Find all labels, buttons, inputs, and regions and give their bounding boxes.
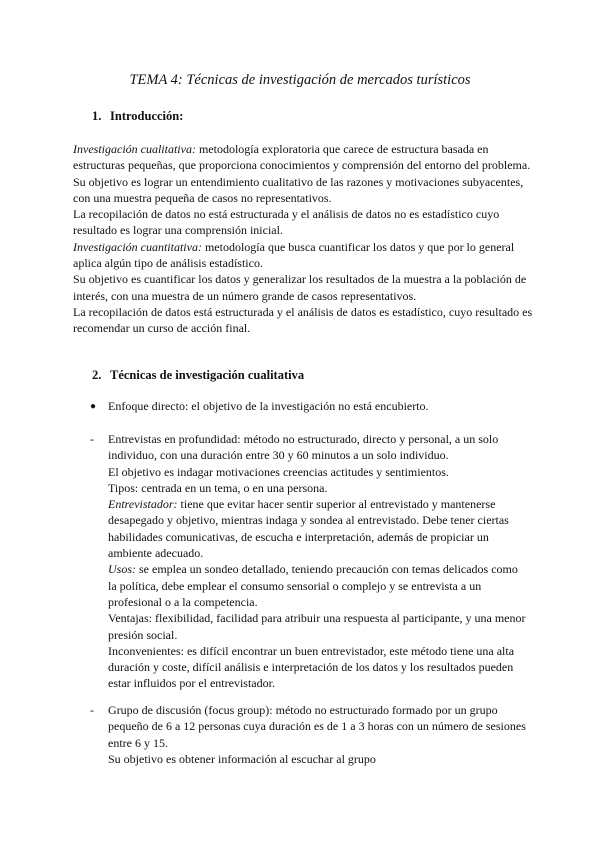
- paragraph-cuantitativa: [73, 239, 533, 272]
- section-2-heading: [92, 368, 304, 383]
- entrevistador-label: Entrevistador:: [108, 497, 178, 512]
- usos-text: se emplea un sondeo detallado, teniendo precaución con temas delicados como la política, debe emplear el consumo sensorial o complejo y se entrevista a un profesional o a la competencia.: [108, 562, 518, 609]
- grupo-definition: Grupo de discusión (focus group): método no estructurado formado por un grupo pequeño de 6 a 12 personas cuya duración es de 1 a 3 horas con un número de sesiones entre 6 y 15.: [108, 703, 526, 750]
- entrevistas-block: [108, 431, 528, 692]
- dash-marker-entrevistas: -: [90, 432, 94, 446]
- section-1-heading: [92, 109, 183, 124]
- cuantitativa-label: Investigación cuantitativa:: [73, 239, 202, 254]
- grupo-block: [108, 702, 528, 767]
- entrevistas-objetivo: El objetivo es indagar motivaciones creencias actitudes y sentimientos.: [108, 464, 449, 479]
- paragraph-objetivo-cuantitativo: Su objetivo es cuantificar los datos y generalizar los resultados de la muestra a la población de interés, con una muestra de un número grande de casos representativos.: [73, 272, 527, 303]
- cualitativa-text: metodología exploratoria que carece de estructura basada en estructuras pequeñas, que proporciona conocimientos y comprensión del entorno del problema.: [73, 142, 531, 173]
- entrevistas-usos: [108, 561, 528, 610]
- paragraph-recopilacion-cuantitativa: La recopilación de datos está estructurada y el análisis de datos es estadístico, cuyo resultado es recomendar un curso de acción final.: [73, 304, 533, 336]
- cuantitativa-text: metodología que busca cuantificar los datos y que por lo general aplica algún tipo de análisis estadístico.: [73, 239, 515, 271]
- bullet-enfoque-directo: Enfoque directo: el objetivo de la investigación no está encubierto.: [108, 399, 429, 413]
- grupo-objetivo: Su objetivo es obtener información al escuchar al grupo: [108, 751, 376, 766]
- section-2-title: Técnicas de investigación cualitativa: [110, 368, 305, 382]
- paragraph-objetivo-cualitativo: Su objetivo es lograr un entendimiento cualitativo de las razones y motivaciones subyacentes, con una muestra pequeña de casos no representativos.: [73, 174, 524, 205]
- introduction-text: [73, 141, 533, 337]
- paragraph-recopilacion-cualitativa: La recopilación de datos no está estructurada y el análisis de datos no es estadístico cuyo resultado es lograr una comprensión inicial.: [73, 207, 500, 238]
- cualitativa-label: Investigación cualitativa:: [73, 142, 196, 156]
- bullet-marker: ●: [90, 401, 97, 412]
- section-1-title: Introducción:: [110, 109, 184, 123]
- entrevistas-entrevistador: [108, 496, 528, 561]
- entrevistas-definition: Entrevistas en profundidad: método no estructurado, directo y personal, a un solo individuo, con una duración entre 30 y 60 minutos a un solo individuo.: [108, 432, 499, 463]
- entrevistas-ventajas: Ventajas: flexibilidad, facilidad para atribuir una respuesta al participante, y una menor presión social.: [108, 611, 526, 642]
- paragraph-cualitativa: [73, 141, 533, 174]
- entrevistas-tipos: Tipos: centrada en un tema, o en una persona.: [108, 480, 328, 495]
- usos-label: Usos:: [108, 562, 137, 577]
- document-title: TEMA 4: Técnicas de investigación de mercados turísticos: [129, 72, 471, 88]
- entrevistador-text: tiene que evitar hacer sentir superior al entrevistado y mantenerse desapegado y objetivo, mientras indaga y sondea al entrevistado. Debe tener ciertas habilidades comunicativas, de escucha e interpretación, además de propiciar un ambiente adecuado.: [108, 497, 509, 561]
- dash-marker-grupo: -: [90, 703, 94, 717]
- section-1-number: 1.: [92, 109, 102, 123]
- section-2-number: 2.: [92, 368, 102, 382]
- entrevistas-inconvenientes: Inconvenientes: es difícil encontrar un buen entrevistador, este método tiene una alta duración y coste, difícil análisis e interpretación de los datos y los resultados pueden estar influidos por el entrevistador.: [108, 643, 515, 691]
